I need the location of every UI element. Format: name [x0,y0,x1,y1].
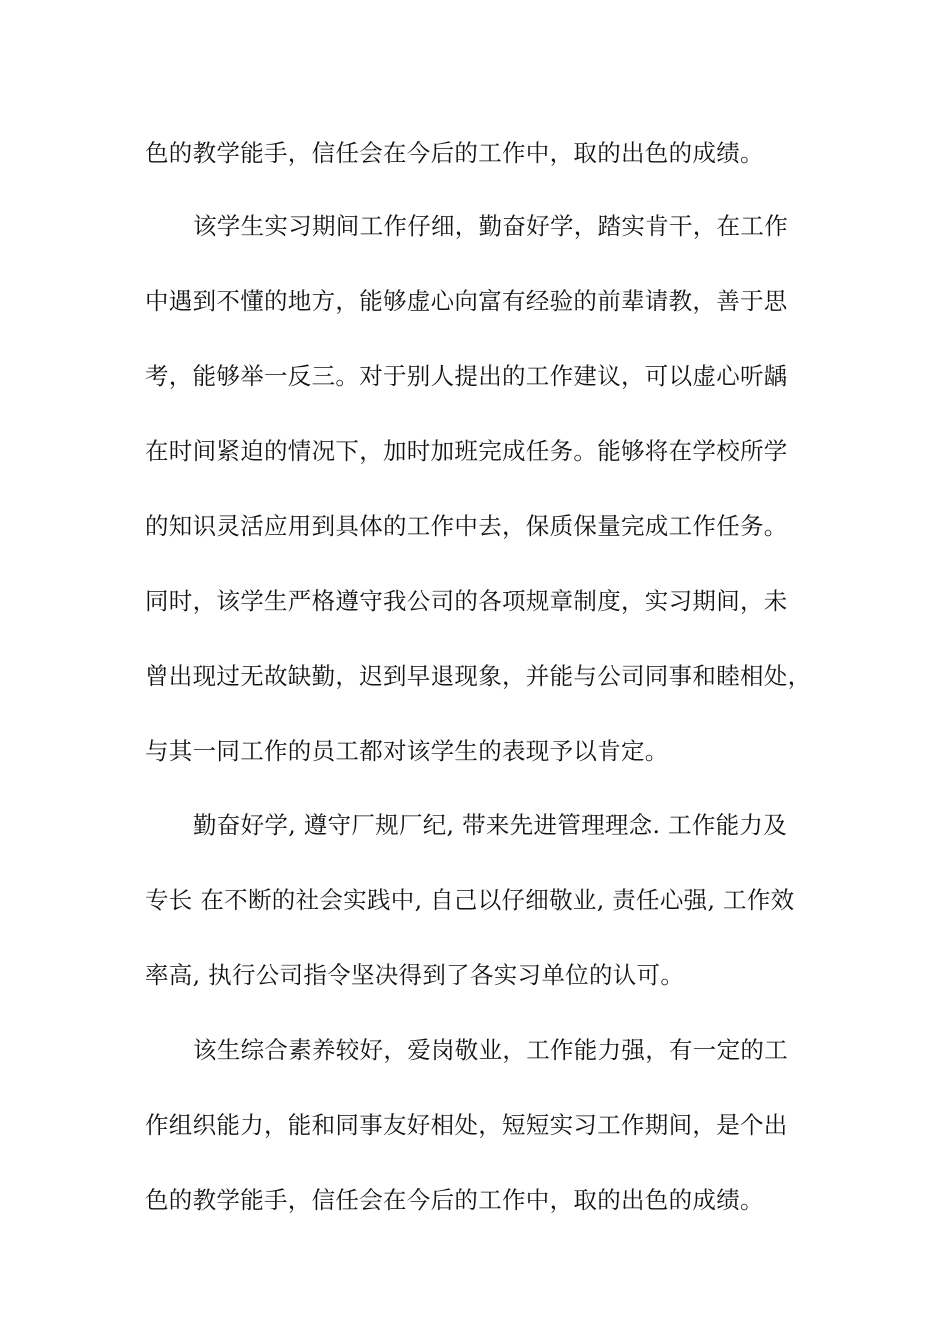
paragraph-start-line: 该生综合素养较好，爱岗敬业，工作能力强，有一定的工 [193,1036,788,1064]
text-line: 的知识灵活应用到具体的工作中去，保质保量完成工作任务。 [145,512,788,540]
text-line: 与其一同工作的员工都对该学生的表现予以肯定。 [145,737,669,765]
text-line: 专长 在不断的社会实践中, 自己以仔细敬业, 责任心强, 工作效 [145,886,795,914]
text-line: 率高, 执行公司指令坚决得到了各实习单位的认可。 [145,961,685,989]
text-line: 色的教学能手，信任会在今后的工作中，取的出色的成绩。 [145,1186,764,1214]
paragraph-start-line: 勤奋好学, 遵守厂规厂纪, 带来先进管理理念. 工作能力及 [193,811,788,839]
text-line: 曾出现过无故缺勤，迟到早退现象，并能与公司同事和睦相处， [145,662,812,690]
text-line: 考，能够举一反三。对于别人提出的工作建议，可以虚心听龋 [145,362,788,390]
paragraph-start-line: 该学生实习期间工作仔细，勤奋好学，踏实肯干，在工作 [193,212,788,240]
text-line: 中遇到不懂的地方，能够虚心向富有经验的前辈请教，善于思 [145,287,788,315]
text-line: 同时，该学生严格遵守我公司的各项规章制度，实习期间，未 [145,587,788,615]
text-line: 作组织能力，能和同事友好相处，短短实习工作期间，是个出 [145,1111,788,1139]
text-line: 在时间紧迫的情况下，加时加班完成任务。能够将在学校所学 [145,437,788,465]
text-line: 色的教学能手，信任会在今后的工作中，取的出色的成绩。 [145,139,764,167]
